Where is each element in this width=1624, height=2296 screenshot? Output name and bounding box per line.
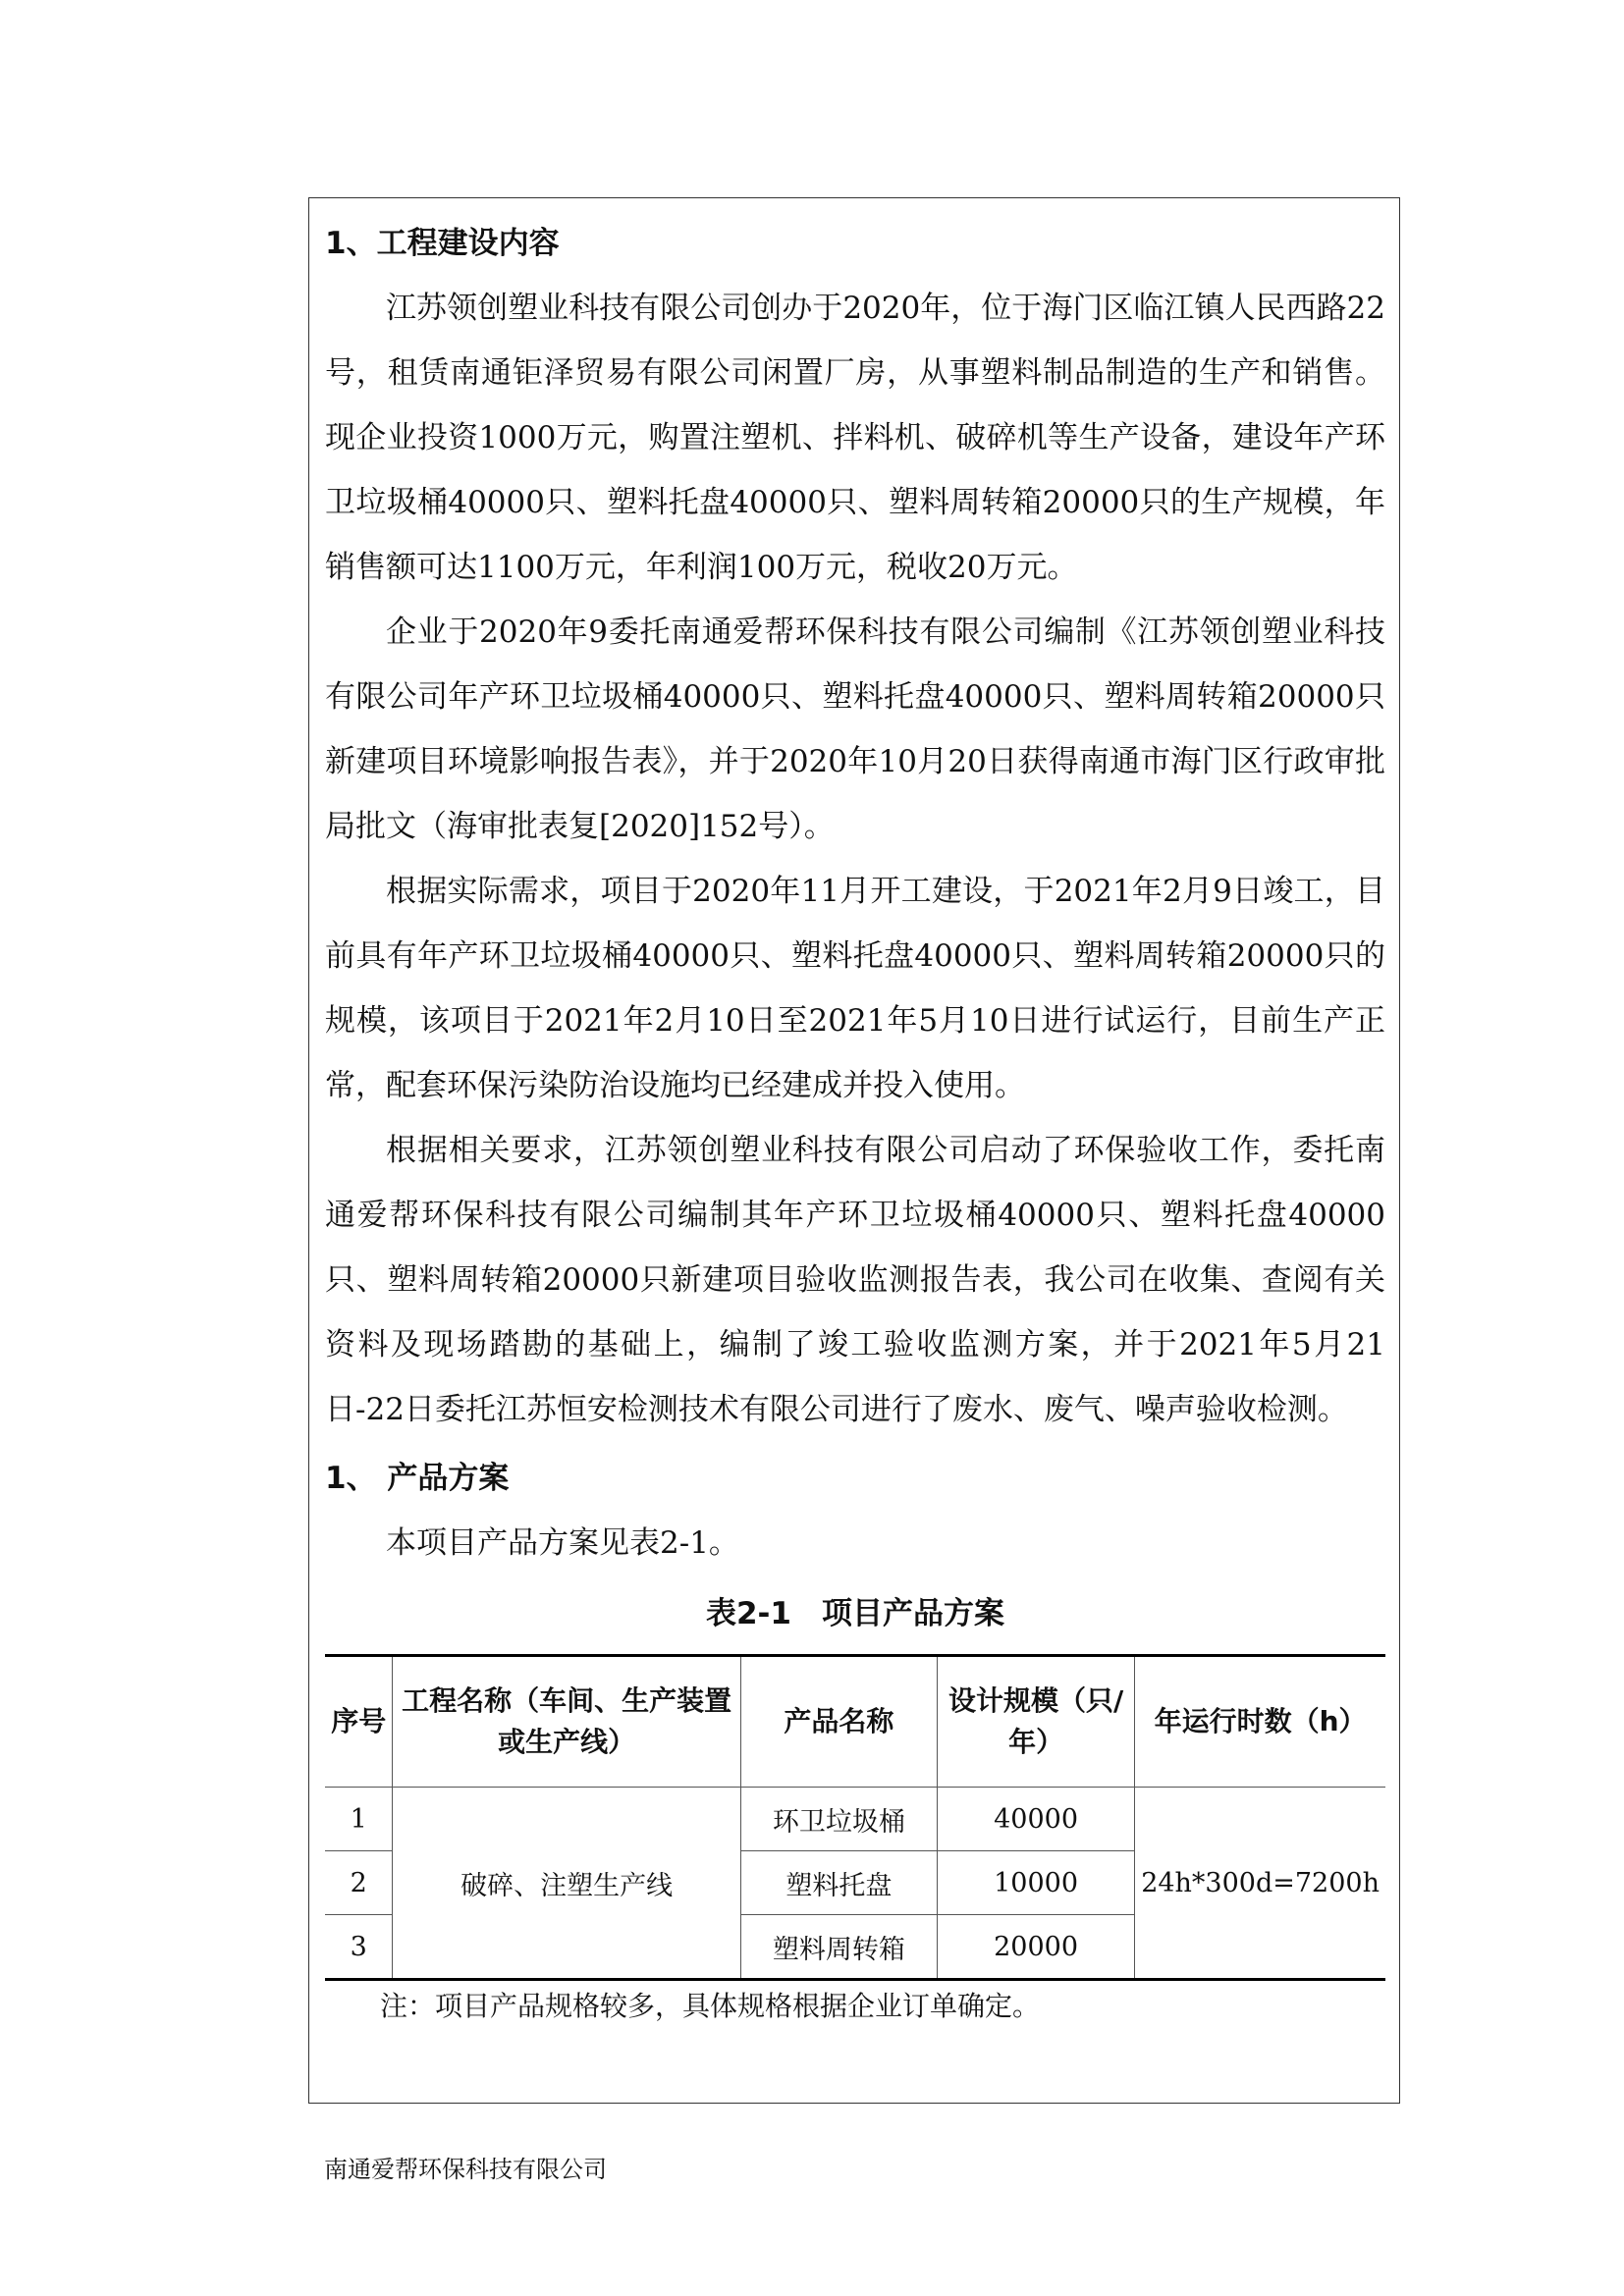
header-seq: 序号 [325,1656,393,1788]
cell-product: 塑料周转箱 [740,1915,937,1980]
paragraph-company-intro: 江苏领创塑业科技有限公司创办于2020年，位于海门区临江镇人民西路22号，租赁南通钜泽贸易有限公司闲置厂房，从事塑料制品制造的生产和销售。现企业投资1000万元，购置注塑机、拌料机、破碎机等生产设备，建设年产环卫垃圾桶40000只、塑料托盘40000只、塑料周转箱20000只的生产规模，年销售额可达1100万元，年利润100万元，税收20万元。 [325,291,1385,585]
table-note: 注：项目产品规格较多，具体规格根据企业订单确定。 [380,1990,1041,2022]
paragraph-construction-progress: 根据实际需求，项目于2020年11月开工建设，于2021年2月9日竣工，目前具有年产环卫垃圾桶40000只、塑料托盘40000只、塑料周转箱20000只的规模，该项目于2021年2月10日至2021年5月10日进行试运行，目前生产正常，配套环保污染防治设施均已经建成并投入使用。 [325,874,1385,1103]
table-title: 表2-1 项目产品方案 [705,1596,1004,1631]
cell-capacity: 10000 [937,1851,1134,1915]
table-header-row [325,1656,1385,1788]
cell-capacity: 40000 [937,1788,1134,1851]
cell-product: 塑料托盘 [740,1851,937,1915]
header-project-name: 工程名称（车间、生产装置或生产线） [393,1656,740,1788]
header-product-name: 产品名称 [740,1656,937,1788]
cell-annual-hours: 24h*300d=7200h [1135,1788,1385,1980]
cell-seq: 2 [325,1851,393,1915]
table-row [325,1788,1385,1851]
product-plan-table [325,1654,1385,1981]
page-footer-company: 南通爱帮环保科技有限公司 [324,2156,607,2183]
cell-capacity: 20000 [937,1915,1134,1980]
cell-seq: 1 [325,1788,393,1851]
header-design-capacity: 设计规模（只/年） [937,1656,1134,1788]
cell-production-line: 破碎、注塑生产线 [393,1788,740,1980]
section-heading-product-plan: 1、 产品方案 [325,1461,510,1496]
section-heading-construction: 1、工程建设内容 [325,226,560,261]
cell-product: 环卫垃圾桶 [740,1788,937,1851]
paragraph-acceptance-work: 根据相关要求，江苏领创塑业科技有限公司启动了环保验收工作，委托南通爱帮环保科技有限公司编制其年产环卫垃圾桶40000只、塑料托盘40000只、塑料周转箱20000只新建项目验收监测报告表，我公司在收集、查阅有关资料及现场踏勘的基础上，编制了竣工验收监测方案，并于2021年5月21日-22日委托江苏恒安检测技术有限公司进行了废水、废气、噪声验收检测。 [325,1133,1385,1427]
paragraph-product-intro: 本项目产品方案见表2-1。 [386,1525,739,1561]
paragraph-eia-report: 企业于2020年9委托南通爱帮环保科技有限公司编制《江苏领创塑业科技有限公司年产环卫垃圾桶40000只、塑料托盘40000只、塑料周转箱20000只新建项目环境影响报告表》，并于2020年10月20日获得南通市海门区行政审批局批文（海审批表复[2020]152号）。 [325,614,1385,844]
header-annual-hours: 年运行时数（h） [1135,1656,1385,1788]
cell-seq: 3 [325,1915,393,1980]
document-body [325,211,1385,2032]
